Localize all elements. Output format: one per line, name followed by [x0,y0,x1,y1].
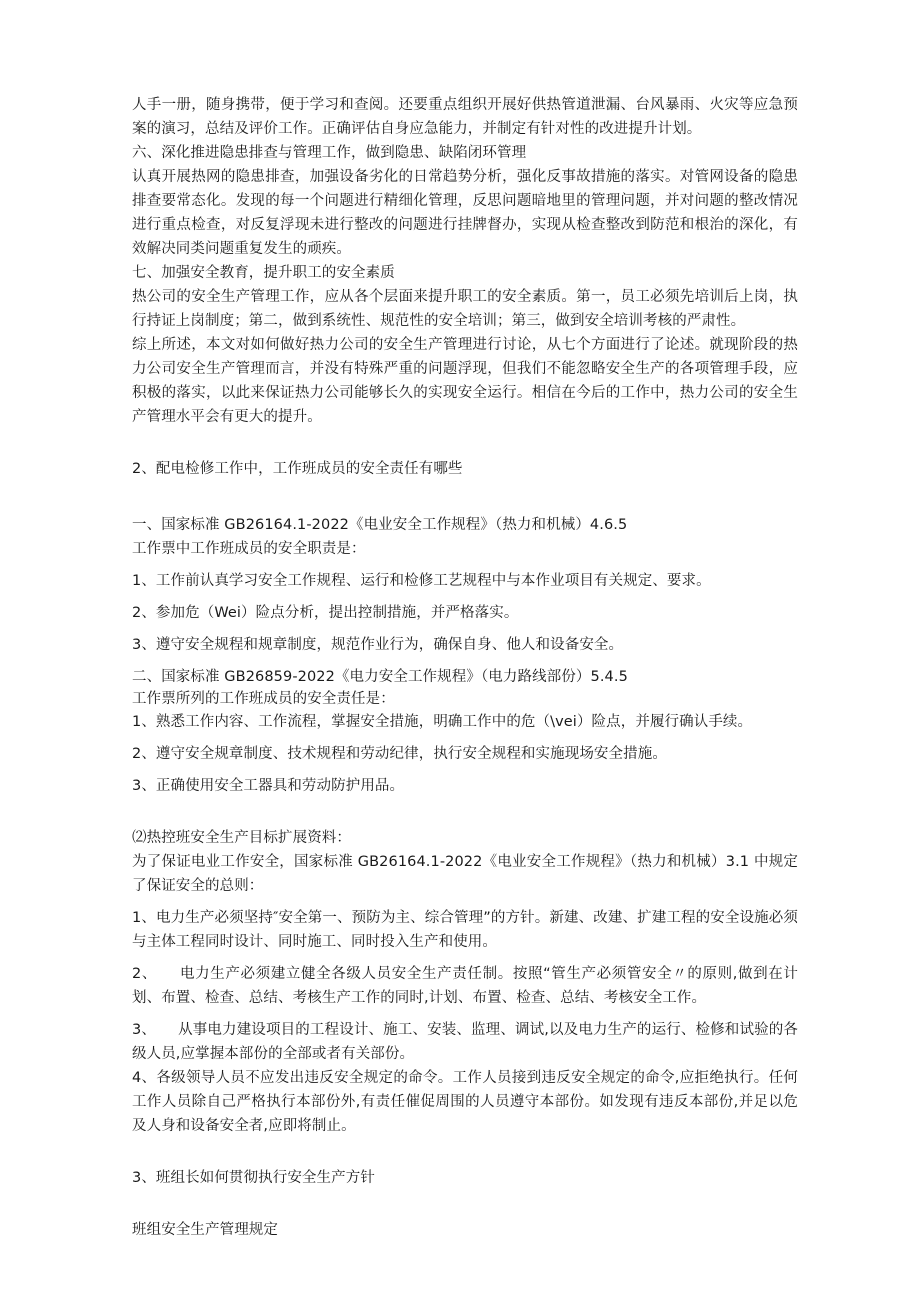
heading-section-7: 七、加强安全教育，提升职工的安全素质 [132,265,395,281]
standard-1-intro: 工作票中工作班成员的安全职责是： [132,541,366,557]
extended-intro: 为了保证电业工作安全，国家标准 GB26164.1-2022《电业安全工作规程》（热力和机械）3.1 中规定了保证安全的总则： [132,854,798,894]
document-body [132,93,798,1242]
standard-1-item: 2、参加危（Wei）险点分析，提出控制措施，并严格落实。 [132,605,519,621]
standard-2-item: 3、正确使用安全工器具和劳动防护用品。 [132,778,405,794]
paragraph-section-7: 热公司的安全生产管理工作，应从各个层面来提升职工的安全素质。第一，员工必须先培训后上岗，执行持证上岗制度；第二，做到系统性、规范性的安全培训；第三，做到安全培训考核的严肃性。 [132,289,798,329]
question-3-title: 3、班组长如何贯彻执行安全生产方针 [132,1170,375,1186]
heading-section-6: 六、深化推进隐患排查与管理工作，做到隐患、缺陷闭环管理 [132,145,527,161]
question-2-title: 2、配电检修工作中，工作班成员的安全责任有哪些 [132,461,463,477]
standard-1-item: 1、工作前认真学习安全工作规程、运行和检修工艺规程中与本作业项目有关规定、要求。 [132,573,711,589]
standard-2-heading: 二、国家标准 GB26859-2022《电力安全工作规程》（电力路线部份）5.4.5 [132,669,628,685]
standard-1-heading: 一、国家标准 GB26164.1-2022《电业安全工作规程》（热力和机械）4.6.5 [132,517,628,533]
paragraph-section-6: 认真开展热网的隐患排查，加强设备劣化的日常趋势分析，强化反事故措施的落实。对管网设备的隐患排查要常态化。发现的每一个问题进行精细化管理，反思问题暗地里的管理问题，并对问题的整改情况进行重点检查，对反复浮现未进行整改的问题进行挂牌督办，实现从检查整改到防范和根治的深化，有效解决同类问题重复发生的顽疾。 [132,169,798,257]
extended-item: 4、各级领导人员不应发出违反安全规定的命令。工作人员接到违反安全规定的命令,应拒绝执行。任何工作人员除自己严格执行本部份外,有责任催促周围的人员遵守本部份。如发现有违反本部份,并足以危及人身和设备安全者,应即将制止。 [132,1070,798,1134]
standard-2-item: 1、熟悉工作内容、工作流程，掌握安全措施，明确工作中的危（\vei）险点，并履行确认手续。 [132,714,753,730]
standard-2-item: 2、遵守安全规章制度、技术规程和劳动纪律，执行安全规程和实施现场安全措施。 [132,746,667,762]
standard-1-item: 3、遵守安全规程和规章制度，规范作业行为，确保自身、他人和设备安全。 [132,637,624,653]
extended-item: 1、电力生产必须坚持″安全第一、预防为主、综合管理”的方针。新建、改建、扩建工程的安全设施必须与主体工程同时设计、同时施工、同时投入生产和使用。 [132,910,798,950]
extended-item: 3、 从事电力建设项目的工程设计、施工、安装、监理、调试,以及电力生产的运行、检修和试验的各级人员,应掌握本部份的全部或者有关部份。 [132,1022,798,1062]
paragraph-summary: 综上所述，本文对如何做好热力公司的安全生产管理进行讨论，从七个方面进行了论述。就现阶段的热力公司安全生产管理而言，并没有特殊严重的问题浮现，但我们不能忽略安全生产的各项管理手段，应积极的落实，以此来保证热力公司能够长久的实现安全运行。相信在今后的工作中，热力公司的安全生产管理水平会有更大的提升。 [132,337,798,425]
extended-heading: ⑵热控班安全生产目标扩展资料： [132,830,351,846]
extended-item: 2、 电力生产必须建立健全各级人员安全生产责任制。按照“管生产必须管安全〃的原则,做到在计划、布置、检查、总结、考核生产工作的同时,计划、布置、检查、总结、考核安全工作。 [132,966,798,1006]
question-3-subtitle: 班组安全生产管理规定 [132,1222,278,1238]
standard-2-intro: 工作票所列的工作班成员的安全责任是： [132,691,395,707]
paragraph-emergency-drill: 人手一册，随身携带，便于学习和查阅。还要重点组织开展好供热管道泄漏、台风暴雨、火灾等应急预案的演习，总结及评价工作。正确评估自身应急能力，并制定有针对性的改进提升计划。 [132,97,798,137]
